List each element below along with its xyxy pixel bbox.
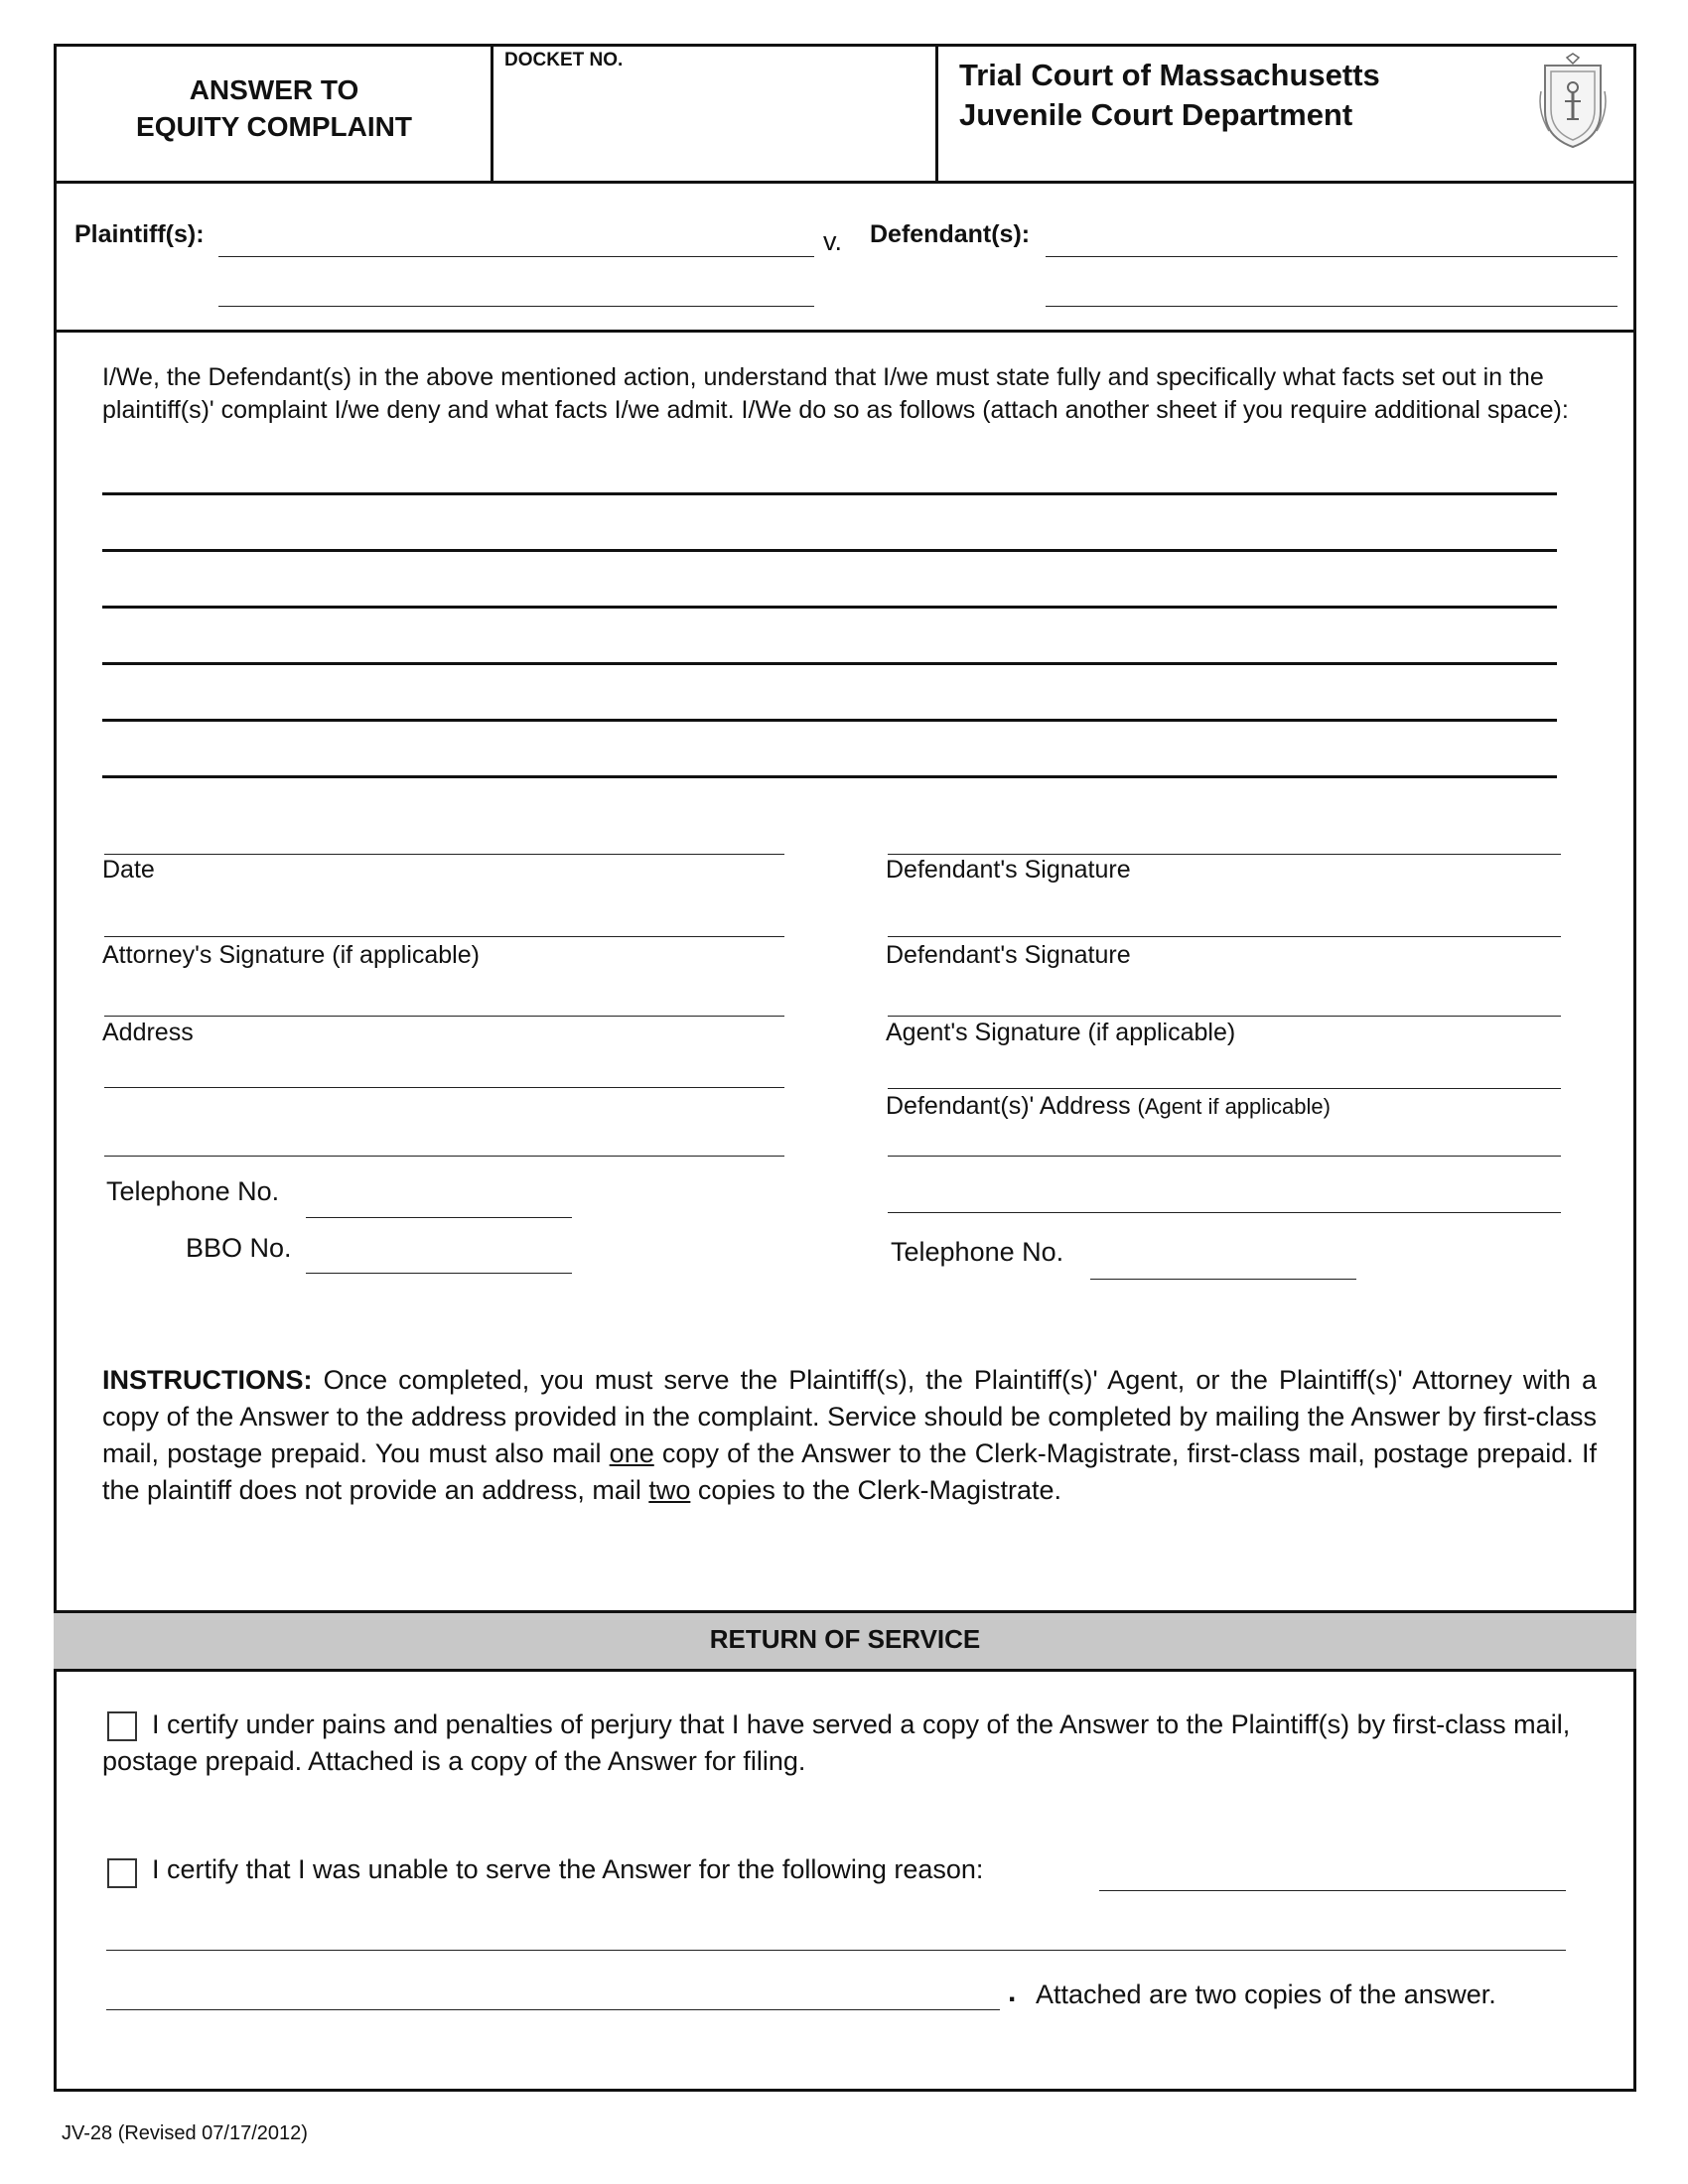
served-statement: I certify under pains and penalties of perjury that I have served a copy of the Answer to the Plaintiff(s) by first-class mail, postage prepaid. Attached is a copy of the Answer for filing. <box>102 1709 1571 1776</box>
form-title-line1: ANSWER TO <box>189 74 359 105</box>
agent-signature-label: Agent's Signature (if applicable) <box>886 1019 1236 1046</box>
form-title-line2: EQUITY COMPLAINT <box>136 111 412 142</box>
court-name-line2: Juvenile Court Department <box>959 97 1353 132</box>
plaintiff-label: Plaintiff(s): <box>74 220 205 248</box>
telephone-right-label: Telephone No. <box>891 1237 1064 1267</box>
form-id: JV-28 (Revised 07/17/2012) <box>62 2122 308 2144</box>
instructions-text-3: copies to the Clerk-Magistrate. <box>690 1475 1062 1505</box>
attorney-signature-line[interactable] <box>104 936 784 937</box>
defendant-signature-label-2: Defendant's Signature <box>886 941 1131 969</box>
defendant-address-label <box>886 1092 1331 1121</box>
answer-line-3[interactable] <box>102 606 1557 609</box>
defendant-address-text: Defendant(s)' Address <box>886 1092 1131 1120</box>
versus-label: v. <box>823 226 842 256</box>
reason-line-3[interactable] <box>106 2009 1000 2010</box>
instructions-heading: INSTRUCTIONS: <box>102 1365 313 1395</box>
header-divider-2 <box>935 44 938 183</box>
court-name-line1: Trial Court of Massachusetts <box>959 58 1380 92</box>
defendant-address-line-3[interactable] <box>888 1212 1561 1213</box>
agent-signature-line[interactable] <box>888 1016 1561 1017</box>
instructions-block <box>102 1362 1597 1509</box>
closing-statement: Attached are two copies of the answer. <box>1036 1979 1496 2009</box>
defendant-signature-line-2[interactable] <box>888 936 1561 937</box>
instructions-emph-one: one <box>609 1438 654 1468</box>
massachusetts-seal-icon <box>1537 52 1609 151</box>
defendant-address-line-1[interactable] <box>888 1088 1561 1089</box>
bbo-label: BBO No. <box>186 1233 292 1263</box>
telephone-right-line[interactable] <box>1090 1279 1356 1280</box>
address-label: Address <box>102 1019 194 1046</box>
defendant-line-2[interactable] <box>1046 306 1618 307</box>
header-bottom-rule <box>54 181 1636 184</box>
address-line-1[interactable] <box>104 1016 784 1017</box>
plaintiff-line-1[interactable] <box>218 256 814 257</box>
reason-line-1[interactable] <box>1099 1890 1566 1891</box>
date-line[interactable] <box>104 854 784 855</box>
header-divider-1 <box>491 44 493 183</box>
address-line-3[interactable] <box>104 1156 784 1157</box>
return-of-service-heading: RETURN OF SERVICE <box>709 1624 981 1654</box>
defendant-line-1[interactable] <box>1046 256 1618 257</box>
parties-bottom-rule <box>54 330 1636 333</box>
unable-checkbox[interactable] <box>107 1858 137 1888</box>
answer-line-4[interactable] <box>102 662 1557 665</box>
defendant-signature-label-1: Defendant's Signature <box>886 856 1131 884</box>
telephone-label: Telephone No. <box>106 1176 280 1206</box>
docket-label: DOCKET NO. <box>504 50 624 70</box>
defendant-address-line-2[interactable] <box>888 1156 1561 1157</box>
bbo-line[interactable] <box>306 1273 572 1274</box>
plaintiff-line-2[interactable] <box>218 306 814 307</box>
answer-line-1[interactable] <box>102 492 1557 495</box>
court-name <box>959 56 1380 135</box>
reason-line-2[interactable] <box>106 1950 1566 1951</box>
defendant-label: Defendant(s): <box>870 220 1031 248</box>
date-label: Date <box>102 856 155 884</box>
reason-period: . <box>1008 1976 1017 2008</box>
attorney-signature-label: Attorney's Signature (if applicable) <box>102 941 480 969</box>
unable-statement: I certify that I was unable to serve the Answer for the following reason: <box>152 1854 984 1884</box>
docket-number-field[interactable] <box>496 79 931 177</box>
answer-line-2[interactable] <box>102 549 1557 552</box>
defendant-address-note: (Agent if applicable) <box>1137 1094 1331 1119</box>
telephone-line[interactable] <box>306 1217 572 1218</box>
form-title <box>58 71 491 145</box>
instructions-text-2: copy of the Answer to the Clerk-Magistrate, first-class mail, postage prepaid. If the plaintiff does not provide an address, mail <box>102 1438 1597 1505</box>
answer-statement: I/We, the Defendant(s) in the above mentioned action, understand that I/we must state fully and specifically what facts set out in the plaintiff(s)' complaint I/we deny and what facts I/we admit. I/We do so as follows (attach another sheet if you require additional space): <box>102 363 1569 424</box>
defendant-signature-line-1[interactable] <box>888 854 1561 855</box>
form-frame <box>54 44 1636 2092</box>
instructions-text-1: Once completed, you must serve the Plaintiff(s), the Plaintiff(s)' Agent, or the Plaintiff(s)' Attorney with a copy of the Answer to the address provided in the complaint. Service should be completed by mailing the Answer by first-class mail, postage prepaid. You must also mail <box>102 1365 1597 1468</box>
answer-line-5[interactable] <box>102 719 1557 722</box>
instructions-emph-two: two <box>648 1475 691 1505</box>
address-line-2[interactable] <box>104 1087 784 1088</box>
answer-line-6[interactable] <box>102 775 1557 778</box>
